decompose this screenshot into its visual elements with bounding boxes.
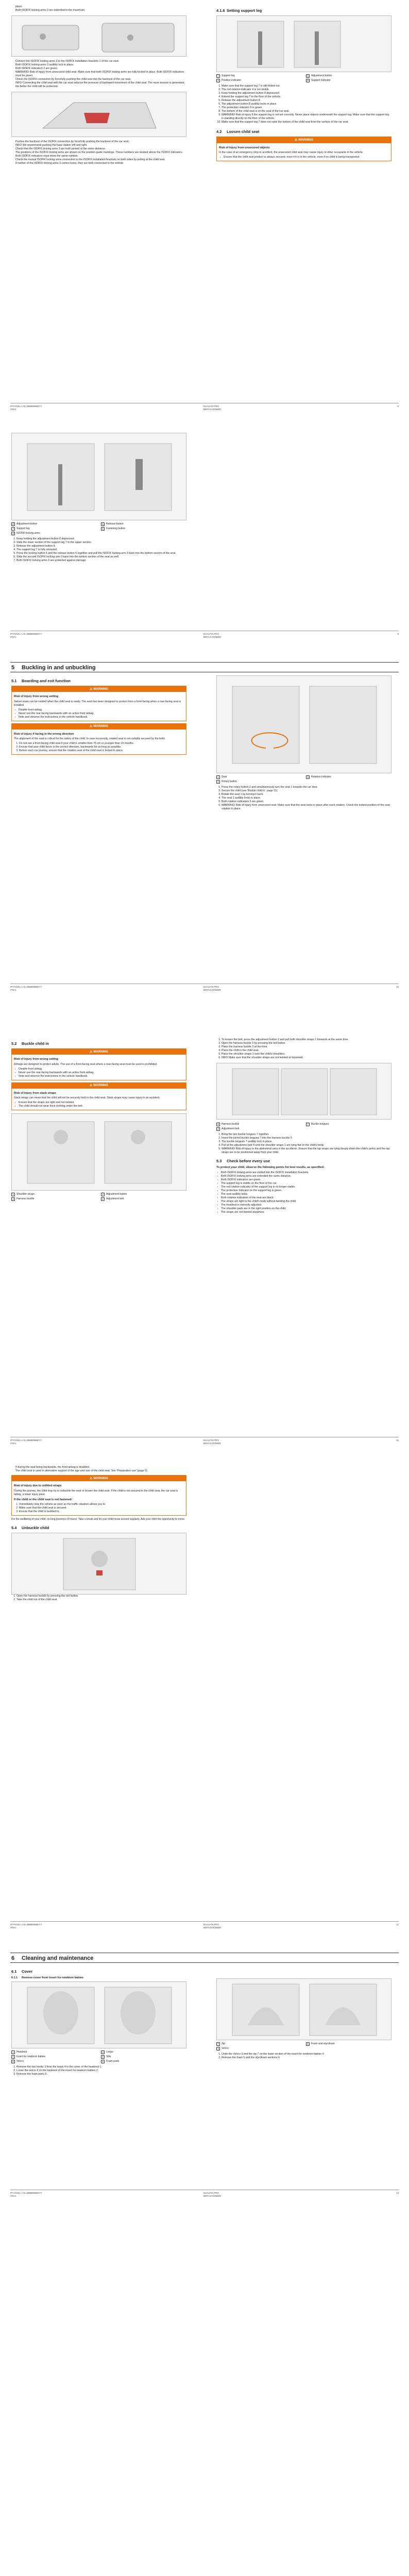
page-12 [0, 1461, 409, 1935]
callout-marker: 6 [11, 2060, 15, 2063]
warning-title: Risk of injury due to unfitted straps [14, 1484, 62, 1488]
callout-marker: 7 [306, 1123, 310, 1126]
legend: 3 Harness buckle 7 Buckle tongues 4 Adjustment belt [216, 1123, 391, 1131]
step-text: 2. Insert the joined buckle tongues 7 into the harness buckle 3. [221, 1137, 391, 1140]
callout-marker: 9 [306, 79, 310, 82]
callout-marker: 3 [306, 775, 310, 779]
warning-step: 3. Ensure that the child is buckled in. [19, 1510, 184, 1514]
callout-marker: 5 [101, 527, 105, 531]
callout-marker: 1 [216, 775, 220, 779]
warning-inline: 6. WARNING! Risk of injury from unsecured seat. Make sure that the seat locks in place after each rotation. Check the locked position of the seat rotation in place. [221, 804, 391, 811]
page-9 [0, 428, 409, 644]
step-text: 4. Place the child in the child seat. [221, 1049, 391, 1053]
warning-title: Risk of injury from unsecured objects [219, 146, 270, 149]
info-note: INFO Connecting the child seat with the car seat reduces the pressure of backward movement of the child seat. The more tension is generated, the better the child will be protected. [15, 81, 185, 89]
page-footer: IPY-KNKL-1 EL BBBB/BBB/YY DUALFIX PRO 10 ITM-1 BRITAX RÖMER [10, 984, 399, 992]
legend: 1 Seat 3 Rotation indicator 2 Rotary button [216, 775, 391, 784]
warning-bullet: ▪ Disable front airbag. [19, 708, 184, 712]
insert-illustration [11, 1981, 186, 2048]
callout-marker: 4 [216, 79, 220, 82]
callout-marker: 3 [11, 532, 15, 535]
step-text: Check that the ISOFIX locking arms 3 are both pinned at the same distance. [15, 147, 106, 151]
warning-bullet: ▪ Ensure that the straps are tight and not twisted. [19, 1101, 184, 1105]
right-column [216, 1038, 391, 1214]
step-text: 5. Place the shoulder straps 1 over the child's shoulders. [221, 1053, 391, 1056]
section-heading: 5.2 Buckle child in [11, 1041, 49, 1046]
legend: 7 Zip 5 Foam and styrofoam 3 Velcro [216, 2042, 391, 2050]
step-text: Both ISOFIX indicators 2 are green. [15, 67, 58, 71]
warning-bullet: ▪ The child should not wear thick clothing under the belt. [19, 1105, 184, 1108]
warning-bullet: ▪ Disable front airbag. [19, 1067, 184, 1071]
warning-title: Risk of injury from wrong setting [14, 1058, 59, 1061]
step-text: 2. Open the harness buckle 3 by pressing the red button. [221, 1042, 391, 1045]
step-text: 1. Bring the two buckle tongues 7 together. [221, 1133, 391, 1137]
checklist-item: ▪ The protection indicator on the support leg is green. [221, 1189, 391, 1193]
push-seat-illustration [11, 92, 186, 137]
callout-marker: 1 [11, 1193, 15, 1196]
page-10 [0, 657, 409, 997]
step-text: 3. Place the harness buckle 3 at the front. [221, 1045, 391, 1049]
harness-illustration [11, 1113, 186, 1191]
left-column [11, 675, 186, 757]
step-text: 3. Keep holding the adjustment button 8 depressed. [221, 92, 391, 95]
warning-header: ⚠ WARNING [12, 1476, 186, 1481]
step-text: 2. Slide the lower section of the support leg 7 to the upper section. [16, 541, 186, 545]
step-text: The child seat is used in alternative support of the age and size of the child seat. See 'Preparation use' (page 5). [15, 1469, 148, 1473]
warning-title: Risk of injury from wrong setting [14, 695, 59, 699]
warning-box [11, 1082, 186, 1111]
warning-bullet: ▪ Never use the rear-facing backwards with an active front airbag. [19, 1071, 184, 1075]
warning-body: The alignment of the seat is critical for the safety of the child. In case incorrectly, rotated seat is not suitably secured by the belts. [14, 737, 166, 741]
checklist-item: ▪ Both ISOFIX indicators are green. [221, 1178, 391, 1182]
step-text: 4. Extend the support leg 7 to the floor of the vehicle. [221, 95, 391, 99]
legend: 1 Headrest 4 Loops 2 Insert for newborn babies 3 Slits 6 Velcro 5 Foam parts [11, 2050, 186, 2063]
step-text: If during the seat being backwards, the front airbag is disabled. [15, 1466, 90, 1469]
unbuckle-illustration [11, 1533, 186, 1595]
warning-box [11, 686, 186, 721]
step-text: 2. Secure the child (see 'Buckle child in', page 11). [221, 789, 391, 793]
page-footer: IPY-KNKL-1 EL BBBB/BBB/YY DUALFIX PRO 8 ITM-1 BRITAX RÖMER [10, 403, 399, 411]
callout-marker: 2 [11, 2055, 15, 2059]
page-footer: IPY-KNKL-1 EL BBBB/BBB/YY DUALFIX PRO 12 ITM-1 BRITAX RÖMER [10, 1921, 399, 1929]
isofix-connect-illustration [11, 15, 186, 57]
warning-inline: 5. WARNING! Risk of injury to the abdominal area in the accidents. Ensure that the lap straps are lying deeply down the child's pelvis and the lap straps are to be positioned away from your child. [221, 1147, 391, 1155]
chapter-heading: 6 Cleaning and maintenance [10, 1953, 399, 1963]
warning-body: Slack straps can mean that the child will not be securely held in the child seat. Slack straps may cause injury in an accident. [14, 1096, 160, 1100]
step-text: 5. Release the adjustment button 8. [221, 99, 391, 103]
warning-box [11, 1475, 186, 1516]
warning-step: 2. Make sure that the child seat is secured. [19, 1506, 184, 1510]
warning-bullet: ▪ Note and observe the instructions in the vehicle handbook. [19, 716, 184, 719]
info-note: 6. INFO Make sure that the shoulder straps are not twisted or loosened. [221, 1056, 391, 1060]
support-leg-illustration [216, 15, 391, 72]
section-heading: 5.1 Boarding and exit function [11, 679, 71, 683]
step-text: 1. Remove the two hooks 3 from the loops 4 in the cover of the headrest 1. [16, 2065, 186, 2069]
right-column [216, 5, 391, 163]
warning-title: Risk of injury if facing in the wrong direction [14, 732, 74, 736]
step-text: 5. Press the locking button 5 and the release button 6 together and pull the ISOFIX locking arm 3 back into the bottom section of the seat. [16, 552, 186, 555]
step-text: 5. Both rotation indicators 3 are green. [221, 800, 391, 804]
step-text: 2. The red rotation indicator 4 is not visible. [221, 88, 391, 92]
step-text: Both ISOFIX locking arms 3 are extended to the maximum. [15, 9, 86, 12]
step-text: 8. The bottom of the child seat is on the seat of the car seat. [221, 110, 391, 113]
step-text: 1. Open the harness buckle by pressing the red button. [16, 1595, 186, 1598]
step-text: 1. To loosen the belt, press the adjustment button 2 and pull both shoulder straps 1 forwards at the same time. [221, 1038, 391, 1042]
step-text: Both ISOFIX locking arms 3 audibly lock in place. [15, 63, 74, 67]
warning-header: ⚠ WARNING [12, 1049, 186, 1055]
callout-marker: 3 [216, 2047, 220, 2050]
callout-marker: 3 [101, 2055, 105, 2059]
warning-title: Risk of injury from slack straps [14, 1091, 56, 1095]
callout-marker: 1 [11, 2050, 15, 2054]
left-column [11, 433, 186, 563]
step-text: 3. The buckle tongues 7 audibly lock in place. [221, 1140, 391, 1144]
step-text: 4. The support leg 7 is fully retracted. [16, 548, 186, 552]
callout-marker: 4 [101, 1197, 105, 1201]
step-text: 10. Make sure that the support leg 7 does not raise the bottom of the child seat from the surface of the car seat. [221, 121, 391, 124]
checklist-item: ▪ The seat audibly locks. [221, 1193, 391, 1196]
step-text: 6. Slide the second ISOFIX locking arm 3 back into the bottom section of the seat as well. [16, 555, 186, 559]
legend: 1 Shoulder straps 2 Adjustment button 3 Harness buckle 4 Adjustment belt [11, 1193, 186, 1201]
callout-marker: 7 [216, 2042, 220, 2046]
page-8 [0, 0, 409, 416]
checklist-item: ▪ The support leg is visible on the floor of the car. [221, 1182, 391, 1185]
left-column [11, 1466, 186, 1602]
right-column [216, 1978, 391, 2060]
step-text: Connect the ISOFIX locking arms 3 to the ISOFIX installation brackets 1 of the car seat. [15, 60, 120, 63]
checklist-item: ▪ Both rotation indicators of the seat are black. [221, 1196, 391, 1200]
warning-body: Swivel seats can be rotated when the child seat is ready. The seat has been designed to protect from a front-facing when a rear-facing seat is installed. [14, 700, 181, 707]
subsection-heading: 6.1.1 Remove cover from insert for newborn babies [11, 1976, 84, 1980]
legend: 7 Support leg 8 Adjustment button 4 Position indicator 9 Support indicator [216, 74, 391, 82]
step-text: 6. The adjustment button 8 audibly locks in place. [221, 103, 391, 106]
callout-marker: 8 [306, 74, 310, 78]
warning-header: ⚠ WARNING [12, 724, 186, 730]
warning-step: 3. Before each car journey, ensure that the rotation seat of the child seat is locked in place. [19, 749, 184, 753]
warning-header: ⚠ WARNING [217, 137, 391, 143]
step-text: 3. Release the adjustment button 8. [16, 545, 186, 548]
callout-marker: 3 [11, 1197, 15, 1201]
step-text: 1. Make sure that the support leg 7 is still folded out. [221, 84, 391, 88]
callout-marker: 5 [306, 2042, 310, 2046]
step-text: 1. Press the rotary button 2 and simultaneously turn the seat 1 towards the car door. [221, 786, 391, 789]
step-text: 2. Take the child out of the child seat. [16, 1598, 186, 1602]
step-text: 3. Rotate the seat 1 by turning it back. [221, 793, 391, 796]
step-text: 4. Pull at the adjustment belt 4 until the shoulder straps 1 are lying flat on the child's body. [221, 1144, 391, 1147]
warning-step: 1. Do not use a front-facing child seat if your child is smaller than 76 cm or younger than 15 months. [19, 742, 184, 745]
page-footer: IPY-KNKL-1 EL BBBB/BBB/YY DUALFIX PRO 9 ITM-1 BRITAX RÖMER [10, 631, 399, 639]
step-text: place. [15, 5, 23, 8]
foam-illustration [216, 1978, 391, 2040]
page-13 [0, 1947, 409, 2576]
step-text: 1. Undo the Velcro 3 and the zip 7 on the lower section of the insert for newborn babies 4. [221, 2053, 391, 2056]
rotation-illustration [216, 675, 391, 773]
info-note: The positions of the ISOFIX locking arms are shown on the position guide markings. These numbers are located above the ISOFIX indicators. Both ISOFIX indicators must show the same number. [15, 151, 183, 158]
checklist-item: ▪ The straps are tight to the child's body without twisting the child. [221, 1200, 391, 1204]
step-text: 7. The protection indicator 9 is green. [221, 106, 391, 110]
right-column [216, 675, 391, 811]
callout-marker: 4 [101, 2050, 105, 2054]
legend: 8 Adjustment button 6 Release button 7 Support leg 5 Fastening button 3 ISOFIX locking arms [11, 522, 186, 535]
checklist-item: ▪ Both ISOFIX locking arms are slotted into the ISOFIX installation brackets. [221, 1171, 391, 1175]
step-text: 3. Remove the foam parts 5. [16, 2073, 186, 2076]
warning-box [11, 723, 186, 755]
warning-bullet: ▪ Never use the rear-facing backwards with an active front airbag. [19, 712, 184, 716]
section-heading: 6.1 Cover [11, 1969, 33, 1974]
callout-marker: 6 [101, 522, 105, 526]
warning-bullet: ▪ Ensure that the child seat product is always secured, even if it is in the vehicle, even if no child is being transported. [224, 156, 389, 159]
warning-subtitle: If the child or the child seat is not fastened: [14, 1498, 73, 1501]
callout-marker: 4 [216, 1127, 220, 1131]
section-heading: 5.3 Check before every use [216, 1159, 270, 1164]
step-text: Check the ISOFIX connection by forcefully pushing the child seat into the backrest of the car seat. [15, 78, 131, 81]
warning-body: In the case of an emergency stop or accident, the unsecured child seat may cause injury to other occupants in the vehicle. [219, 150, 364, 154]
checklist-item: ▪ Both ISOFIX locking arms are extended the same distance. [221, 1175, 391, 1178]
warning-inline: 9. WARNING! Risk of injury if the support leg is not set correctly. Never place objects underneath the support leg. Make sure that the support leg is standing directly on the floor of the vehicle. [221, 113, 391, 121]
step-text: 4. The seat 1 audibly locks in place. [221, 796, 391, 800]
step-text: If neither of the ISOFIX locking arms 3 comes loose, they are both connected to the vehicle. [15, 162, 124, 165]
left-column [11, 1038, 186, 1203]
retract-illustration [11, 433, 186, 520]
callout-marker: 5 [101, 2060, 105, 2063]
warning-box [11, 1048, 186, 1080]
warning-inline: WARNING! Risk of injury from unsecured child seat. Make sure that both ISOFIX locking arms are fully locked in place. Both ISOFIX indicators must be green. [15, 71, 184, 78]
warning-bullet: ▪ Note and observe the instructions in the vehicle handbook. [19, 1075, 184, 1078]
step-text: 2. Loose the velcro 6 on the backrest of the insert for newborn babies 2. [16, 2069, 186, 2073]
warning-body: During the journey, the child may try to unbuckle the seat or loosen the child seat. If the child is not secured in the child seat, the car seat is falling, a lower injury point. [14, 1489, 178, 1496]
step-text: 7. Both ISOFIX locking arms 3 are protected against damage. [16, 559, 186, 563]
page-11 [0, 1033, 409, 1450]
check-intro: To protect your child, observe the following points for best results, as specified: [216, 1166, 325, 1170]
warning-header: ⚠ WARNING [12, 1083, 186, 1089]
warning-step: 1. Immediately stop the vehicle as soon as the traffic situation allows you to. [19, 1503, 184, 1506]
warning-header: ⚠ WARNING [12, 686, 186, 692]
page-footer: IPY-KNKL-1 EL BBBB/BBB/YY DUALFIX PRO 11 ITM-1 BRITAX RÖMER [10, 1437, 399, 1445]
step-text: 1. Keep holding the adjustment button 8 depressed. [16, 537, 186, 541]
section-heading: 4.1.6 Setting support leg [216, 8, 262, 13]
callout-marker: 2 [216, 780, 220, 784]
checklist-item: ▪ The red rotation indicator of the support leg is no longer visible. [221, 1185, 391, 1189]
callout-marker: 7 [216, 74, 220, 78]
page-footer: IPY-KNKL-1 EL BBBB/BBB/YY DUALFIX PRO 13 ITM-1 BRITAX RÖMER [10, 2190, 399, 2198]
step-text: Check the mutual ISOFIX locking arms connection to the ISOFIX installation brackets on both sides by pulling at the child seat. [15, 158, 165, 162]
left-column [11, 1966, 186, 2076]
callout-marker: 8 [11, 522, 15, 526]
checklist-item: ▪ The headrest is correctly adjusted. [221, 1204, 391, 1207]
callout-marker: 3 [216, 1123, 220, 1126]
info-note: For the wellbeing of your child, on long journeys (4 hours): Take a break and let your child move around regularly. Ask your child the opportunity to move. [11, 1518, 185, 1521]
checklist-item: ▪ The straps are not twisted anywhere. [221, 1211, 391, 1214]
warning-step: 2. Ensure that your child faces in the correct direction, backwards for as long as possible. [19, 745, 184, 749]
step-text: Pushes the backrest of the ISOFIX connection by forcefully pushing the backrest of the car seat. [15, 140, 129, 144]
section-heading: 5.4 Unbuckle child [11, 1525, 49, 1530]
chapter-heading: 5 Buckling in and unbuckling [10, 662, 399, 672]
step-text: 2. Remove the foam 5 and the styrofoam sections 6. [221, 2056, 391, 2060]
checklist-item: ▪ The shoulder pads are in the right position on the child. [221, 1207, 391, 1211]
callout-marker: 2 [101, 1193, 105, 1196]
info-note: INFO We recommend pushing the base station left and right. [15, 144, 88, 147]
callout-marker: 7 [11, 527, 15, 531]
section-heading: 4.2 Loosen child seat [216, 129, 260, 134]
warning-box [216, 137, 391, 161]
left-column [11, 5, 186, 165]
warning-body: Airbags are designed to protect adults. The use of a front-facing seat where a rear-facing seat must be used is prohibited. [14, 1062, 158, 1066]
buckle-illustration [216, 1063, 391, 1120]
